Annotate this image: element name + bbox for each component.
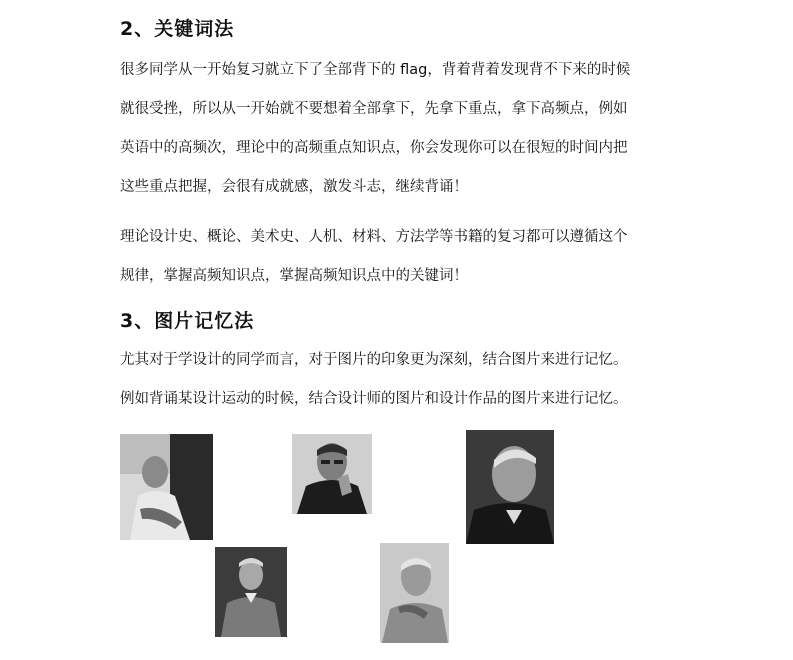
portrait-photo-1: [120, 434, 213, 540]
section2-paragraph2: [120, 218, 690, 296]
text-line: 尤其对于学设计的同学而言，对于图片的印象更为深刻，结合图片来进行记忆。: [120, 352, 628, 368]
text-line: 英语中的高频次，理论中的高频重点知识点，你会发现你可以在很短的时间内把: [120, 140, 628, 156]
section2-paragraph1: [120, 51, 690, 207]
portrait-photo-2: [292, 434, 372, 514]
text-line: 就很受挫，所以从一开始就不要想着全部拿下，先拿下重点，拿下高频点，例如: [120, 101, 628, 117]
section3-paragraph: [120, 341, 690, 419]
text-line: 这些重点把握，会很有成就感，激发斗志，继续背诵！: [120, 179, 468, 195]
section3-heading: 3、图片记忆法: [120, 310, 255, 332]
text-line: 规律，掌握高频知识点，掌握高频知识点中的关键词！: [120, 268, 468, 284]
portrait-photo-4: [215, 547, 287, 637]
text-line: 很多同学从一开始复习就立下了全部背下的 flag，背着背着发现背不下来的时候: [120, 62, 631, 78]
text-line: 例如背诵某设计运动的时候，结合设计师的图片和设计作品的图片来进行记忆。: [120, 391, 628, 407]
text-line: 理论设计史、概论、美术史、人机、材料、方法学等书籍的复习都可以遵循这个: [120, 229, 628, 245]
portrait-photo-3: [466, 430, 554, 544]
portrait-photo-5: [380, 543, 449, 643]
section2-heading: 2、关键词法: [120, 18, 235, 40]
